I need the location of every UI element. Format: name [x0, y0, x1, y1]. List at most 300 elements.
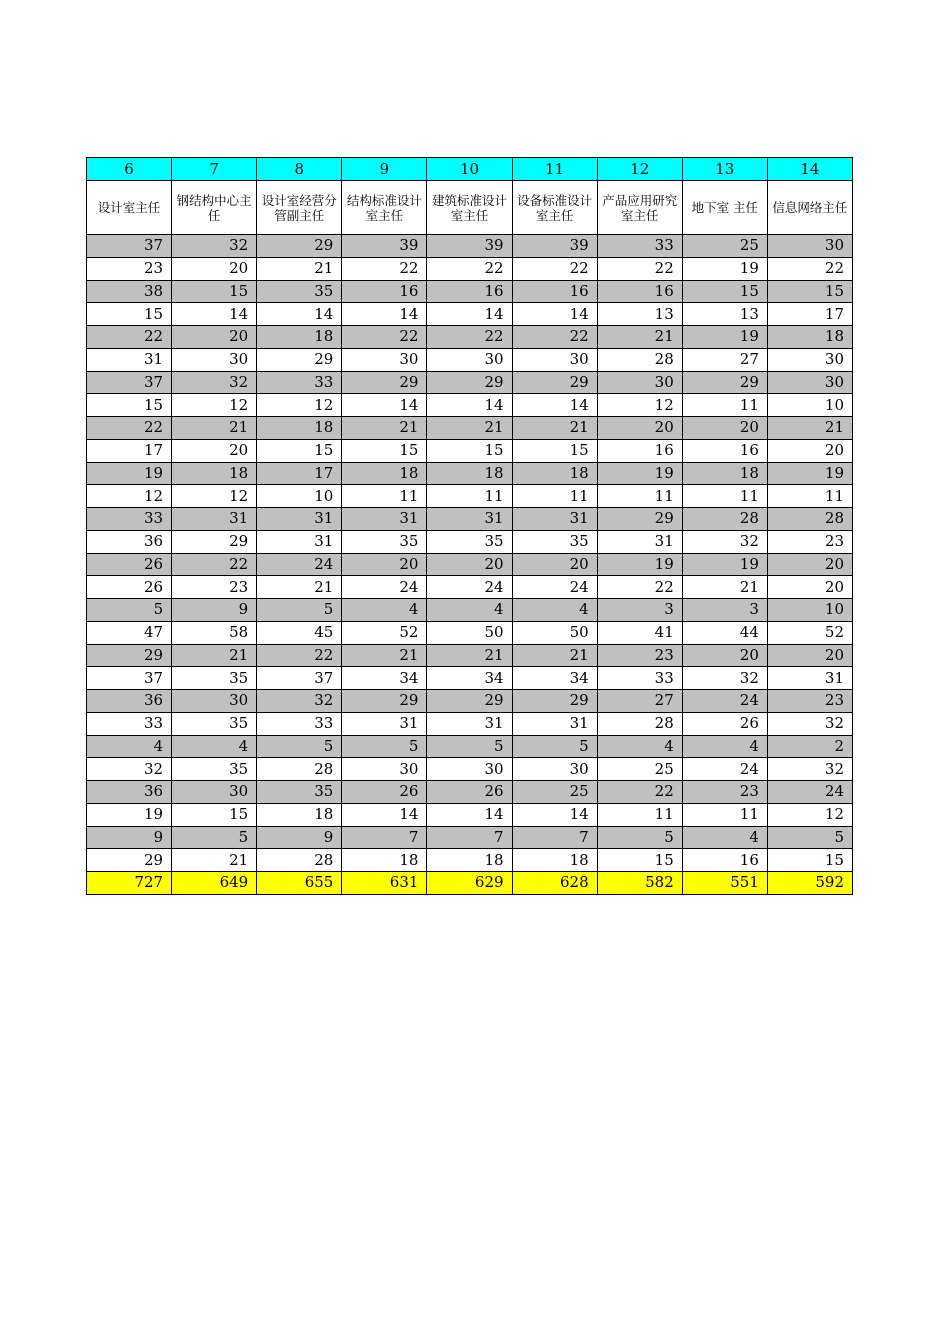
table-cell: 2: [767, 735, 852, 758]
table-cell: 52: [767, 621, 852, 644]
table-cell: 22: [172, 553, 257, 576]
table-cell: 21: [257, 257, 342, 280]
table-row: [87, 644, 853, 667]
table-cell: 4: [597, 735, 682, 758]
table-cell: 36: [87, 781, 172, 804]
table-cell: 4: [172, 735, 257, 758]
table-cell: 30: [172, 781, 257, 804]
table-cell: 29: [87, 644, 172, 667]
table-cell: 16: [682, 439, 767, 462]
table-cell: 29: [87, 849, 172, 872]
table-cell: 20: [767, 439, 852, 462]
table-cell: 18: [767, 326, 852, 349]
table-cell: 5: [172, 826, 257, 849]
table-row: [87, 462, 853, 485]
table-cell: 12: [172, 394, 257, 417]
table-cell: 35: [172, 712, 257, 735]
table-cell: 31: [512, 508, 597, 531]
table-cell: 35: [257, 781, 342, 804]
total-cell: 628: [512, 872, 597, 895]
table-cell: 21: [172, 849, 257, 872]
table-cell: 19: [597, 553, 682, 576]
table-cell: 31: [427, 508, 512, 531]
table-cell: 37: [87, 667, 172, 690]
table-cell: 22: [512, 257, 597, 280]
column-title-cell: 设计室主任: [87, 181, 172, 235]
table-cell: 28: [257, 849, 342, 872]
table-cell: 15: [512, 439, 597, 462]
table-cell: 12: [597, 394, 682, 417]
table-cell: 35: [172, 758, 257, 781]
table-cell: 14: [427, 803, 512, 826]
table-cell: 23: [767, 690, 852, 713]
table-cell: 18: [342, 849, 427, 872]
table-cell: 21: [342, 417, 427, 440]
table-cell: 19: [87, 803, 172, 826]
table-cell: 33: [597, 667, 682, 690]
total-cell: 649: [172, 872, 257, 895]
table-cell: 17: [87, 439, 172, 462]
table-cell: 15: [172, 803, 257, 826]
table-row: [87, 394, 853, 417]
table-cell: 29: [427, 371, 512, 394]
table-cell: 7: [427, 826, 512, 849]
table-cell: 20: [597, 417, 682, 440]
table-cell: 31: [427, 712, 512, 735]
table-cell: 30: [172, 690, 257, 713]
table-row: [87, 735, 853, 758]
table-cell: 23: [172, 576, 257, 599]
table-cell: 17: [767, 303, 852, 326]
column-number-cell: 10: [427, 158, 512, 181]
table-cell: 37: [257, 667, 342, 690]
table-cell: 31: [342, 508, 427, 531]
column-title-cell: 产品应用研究室主任: [597, 181, 682, 235]
total-cell: 631: [342, 872, 427, 895]
column-number-cell: 7: [172, 158, 257, 181]
table-cell: 5: [257, 599, 342, 622]
table-cell: 12: [172, 485, 257, 508]
table-cell: 20: [512, 553, 597, 576]
table-cell: 35: [512, 530, 597, 553]
table-cell: 14: [512, 394, 597, 417]
table-cell: 32: [172, 371, 257, 394]
table-cell: 31: [257, 508, 342, 531]
table-cell: 23: [87, 257, 172, 280]
table-cell: 4: [87, 735, 172, 758]
table-cell: 29: [172, 530, 257, 553]
table-cell: 19: [682, 326, 767, 349]
table-cell: 20: [342, 553, 427, 576]
table-cell: 14: [342, 303, 427, 326]
table-cell: 22: [597, 781, 682, 804]
table-cell: 16: [342, 280, 427, 303]
column-number-cell: 9: [342, 158, 427, 181]
table-cell: 23: [597, 644, 682, 667]
table-cell: 9: [172, 599, 257, 622]
column-title-cell: 建筑标准设计室主任: [427, 181, 512, 235]
table-cell: 4: [512, 599, 597, 622]
table-cell: 4: [427, 599, 512, 622]
table-cell: 16: [597, 439, 682, 462]
table-cell: 21: [512, 644, 597, 667]
table-cell: 31: [87, 348, 172, 371]
table-cell: 5: [87, 599, 172, 622]
table-cell: 21: [597, 326, 682, 349]
table-cell: 24: [512, 576, 597, 599]
table-cell: 15: [172, 280, 257, 303]
table-cell: 26: [342, 781, 427, 804]
table-row: [87, 849, 853, 872]
table-cell: 47: [87, 621, 172, 644]
column-title-cell: 设备标准设计室主任: [512, 181, 597, 235]
table-cell: 31: [172, 508, 257, 531]
table-cell: 23: [682, 781, 767, 804]
table-cell: 22: [87, 417, 172, 440]
table-cell: 18: [342, 462, 427, 485]
table-cell: 14: [172, 303, 257, 326]
table-cell: 12: [767, 803, 852, 826]
table-cell: 5: [597, 826, 682, 849]
table-cell: 14: [512, 803, 597, 826]
table-cell: 4: [682, 826, 767, 849]
table-cell: 9: [87, 826, 172, 849]
table-cell: 30: [427, 758, 512, 781]
column-number-cell: 6: [87, 158, 172, 181]
table-row: [87, 439, 853, 462]
table-cell: 29: [257, 235, 342, 258]
table-cell: 15: [767, 849, 852, 872]
table-cell: 24: [682, 690, 767, 713]
table-cell: 31: [512, 712, 597, 735]
total-cell: 655: [257, 872, 342, 895]
table-cell: 15: [767, 280, 852, 303]
table-cell: 14: [257, 303, 342, 326]
table-cell: 10: [257, 485, 342, 508]
table-cell: 18: [427, 462, 512, 485]
table-cell: 18: [257, 326, 342, 349]
column-title-cell: 钢结构中心主任: [172, 181, 257, 235]
table-row: [87, 758, 853, 781]
table-cell: 11: [512, 485, 597, 508]
table-cell: 5: [342, 735, 427, 758]
table-cell: 36: [87, 530, 172, 553]
table-cell: 21: [512, 417, 597, 440]
table-cell: 22: [342, 326, 427, 349]
table-cell: 35: [427, 530, 512, 553]
table-cell: 14: [427, 394, 512, 417]
table-cell: 33: [257, 712, 342, 735]
table-cell: 9: [257, 826, 342, 849]
table-cell: 11: [682, 485, 767, 508]
column-number-cell: 11: [512, 158, 597, 181]
table-cell: 26: [87, 553, 172, 576]
table-cell: 29: [257, 348, 342, 371]
table-row: [87, 326, 853, 349]
table-cell: 27: [597, 690, 682, 713]
table-row: [87, 371, 853, 394]
table-cell: 50: [427, 621, 512, 644]
total-cell: 629: [427, 872, 512, 895]
table-cell: 25: [682, 235, 767, 258]
table-row: [87, 712, 853, 735]
table-cell: 25: [512, 781, 597, 804]
table-cell: 20: [682, 644, 767, 667]
table-row: [87, 599, 853, 622]
table-cell: 14: [427, 303, 512, 326]
table-cell: 11: [342, 485, 427, 508]
table-cell: 32: [87, 758, 172, 781]
table-cell: 21: [767, 417, 852, 440]
table-cell: 24: [257, 553, 342, 576]
column-title-cell: 设计室经营分管副主任: [257, 181, 342, 235]
table-row: [87, 235, 853, 258]
table-cell: 28: [682, 508, 767, 531]
table-cell: 28: [257, 758, 342, 781]
table-cell: 30: [427, 348, 512, 371]
table-cell: 44: [682, 621, 767, 644]
table-cell: 11: [682, 394, 767, 417]
table-cell: 27: [682, 348, 767, 371]
table-cell: 22: [597, 257, 682, 280]
table-cell: 34: [342, 667, 427, 690]
table-cell: 24: [427, 576, 512, 599]
table-row: [87, 667, 853, 690]
table-cell: 21: [257, 576, 342, 599]
table-row: [87, 348, 853, 371]
table-cell: 12: [87, 485, 172, 508]
table-cell: 16: [427, 280, 512, 303]
table-cell: 21: [172, 644, 257, 667]
table-body: [87, 158, 853, 895]
table-cell: 15: [682, 280, 767, 303]
table-cell: 30: [172, 348, 257, 371]
table-row: [87, 553, 853, 576]
table-cell: 29: [427, 690, 512, 713]
table-cell: 41: [597, 621, 682, 644]
table-cell: 16: [597, 280, 682, 303]
table-cell: 17: [257, 462, 342, 485]
table-cell: 21: [427, 417, 512, 440]
table-cell: 3: [597, 599, 682, 622]
table-cell: 34: [427, 667, 512, 690]
table-cell: 30: [767, 235, 852, 258]
table-cell: 33: [87, 508, 172, 531]
table-cell: 32: [257, 690, 342, 713]
table-cell: 15: [597, 849, 682, 872]
table-cell: 28: [767, 508, 852, 531]
table-cell: 18: [172, 462, 257, 485]
table-cell: 50: [512, 621, 597, 644]
table-cell: 14: [342, 803, 427, 826]
table-cell: 30: [512, 348, 597, 371]
table-cell: 5: [767, 826, 852, 849]
table-cell: 34: [512, 667, 597, 690]
table-cell: 20: [767, 644, 852, 667]
total-cell: 582: [597, 872, 682, 895]
table-cell: 29: [342, 690, 427, 713]
table-cell: 19: [597, 462, 682, 485]
table-cell: 31: [597, 530, 682, 553]
table-cell: 33: [257, 371, 342, 394]
table-row: [87, 826, 853, 849]
table-cell: 39: [342, 235, 427, 258]
table-cell: 15: [87, 303, 172, 326]
table-cell: 24: [767, 781, 852, 804]
table-cell: 14: [342, 394, 427, 417]
table-cell: 32: [767, 712, 852, 735]
table-cell: 24: [682, 758, 767, 781]
table-row: [87, 485, 853, 508]
table-cell: 13: [682, 303, 767, 326]
table-cell: 7: [342, 826, 427, 849]
table-cell: 30: [767, 371, 852, 394]
table-cell: 15: [257, 439, 342, 462]
table-cell: 11: [767, 485, 852, 508]
column-number-cell: 8: [257, 158, 342, 181]
table-cell: 4: [342, 599, 427, 622]
table-cell: 30: [342, 758, 427, 781]
table-cell: 21: [427, 644, 512, 667]
table-cell: 52: [342, 621, 427, 644]
table-cell: 21: [682, 576, 767, 599]
table-cell: 22: [512, 326, 597, 349]
table-row: [87, 781, 853, 804]
table-cell: 37: [87, 235, 172, 258]
table-cell: 32: [682, 530, 767, 553]
table-cell: 26: [427, 781, 512, 804]
table-row: [87, 690, 853, 713]
table-cell: 11: [597, 803, 682, 826]
table-cell: 10: [767, 394, 852, 417]
table-cell: 21: [172, 417, 257, 440]
table-cell: 32: [172, 235, 257, 258]
table-cell: 24: [342, 576, 427, 599]
table-cell: 18: [682, 462, 767, 485]
column-number-cell: 14: [767, 158, 852, 181]
table-cell: 22: [427, 326, 512, 349]
table-row: [87, 280, 853, 303]
table-cell: 15: [342, 439, 427, 462]
total-cell: 551: [682, 872, 767, 895]
table-cell: 25: [597, 758, 682, 781]
table-row: [87, 576, 853, 599]
table-cell: 4: [682, 735, 767, 758]
table-cell: 29: [682, 371, 767, 394]
table-cell: 19: [87, 462, 172, 485]
table-cell: 39: [427, 235, 512, 258]
table-row: [87, 508, 853, 531]
table-cell: 37: [87, 371, 172, 394]
table-cell: 3: [682, 599, 767, 622]
table-cell: 26: [87, 576, 172, 599]
table-cell: 35: [172, 667, 257, 690]
table-cell: 29: [342, 371, 427, 394]
table-cell: 31: [257, 530, 342, 553]
column-title-row: [87, 181, 853, 235]
table-cell: 28: [597, 712, 682, 735]
table-row: [87, 417, 853, 440]
table-cell: 22: [342, 257, 427, 280]
table-cell: 29: [512, 690, 597, 713]
total-cell: 592: [767, 872, 852, 895]
table-cell: 15: [427, 439, 512, 462]
table-cell: 11: [682, 803, 767, 826]
column-number-cell: 13: [682, 158, 767, 181]
table-cell: 33: [597, 235, 682, 258]
column-number-cell: 12: [597, 158, 682, 181]
table-cell: 5: [427, 735, 512, 758]
table-cell: 20: [172, 257, 257, 280]
table-cell: 35: [257, 280, 342, 303]
table-cell: 29: [512, 371, 597, 394]
table-cell: 18: [512, 462, 597, 485]
table-cell: 16: [682, 849, 767, 872]
table-row: [87, 303, 853, 326]
table-cell: 23: [767, 530, 852, 553]
table-cell: 30: [512, 758, 597, 781]
table-cell: 45: [257, 621, 342, 644]
table-cell: 19: [682, 257, 767, 280]
score-table: [86, 157, 853, 895]
table-row: [87, 803, 853, 826]
table-cell: 10: [767, 599, 852, 622]
table-cell: 31: [342, 712, 427, 735]
table-cell: 18: [257, 417, 342, 440]
table-cell: 11: [427, 485, 512, 508]
table-cell: 39: [512, 235, 597, 258]
table-cell: 14: [512, 303, 597, 326]
table-cell: 15: [87, 394, 172, 417]
column-title-cell: 地下室 主任: [682, 181, 767, 235]
table-cell: 20: [172, 439, 257, 462]
table-cell: 22: [597, 576, 682, 599]
table-cell: 21: [342, 644, 427, 667]
table-cell: 36: [87, 690, 172, 713]
table-row: [87, 257, 853, 280]
table-cell: 22: [767, 257, 852, 280]
table-cell: 22: [427, 257, 512, 280]
table-cell: 11: [597, 485, 682, 508]
table-cell: 18: [257, 803, 342, 826]
table-cell: 30: [342, 348, 427, 371]
total-cell: 727: [87, 872, 172, 895]
table-cell: 18: [512, 849, 597, 872]
table-cell: 19: [682, 553, 767, 576]
table-cell: 20: [767, 576, 852, 599]
table-row: [87, 530, 853, 553]
table-cell: 7: [512, 826, 597, 849]
column-number-row: [87, 158, 853, 181]
table-cell: 30: [767, 348, 852, 371]
table-cell: 18: [427, 849, 512, 872]
column-title-cell: 信息网络主任: [767, 181, 852, 235]
table-row: [87, 621, 853, 644]
table-cell: 28: [597, 348, 682, 371]
table-cell: 58: [172, 621, 257, 644]
total-row: [87, 872, 853, 895]
table-cell: 20: [767, 553, 852, 576]
table-cell: 5: [257, 735, 342, 758]
table-cell: 38: [87, 280, 172, 303]
table-cell: 13: [597, 303, 682, 326]
table-cell: 33: [87, 712, 172, 735]
table-cell: 16: [512, 280, 597, 303]
table-cell: 20: [172, 326, 257, 349]
table-cell: 22: [87, 326, 172, 349]
table-cell: 12: [257, 394, 342, 417]
table-cell: 20: [682, 417, 767, 440]
